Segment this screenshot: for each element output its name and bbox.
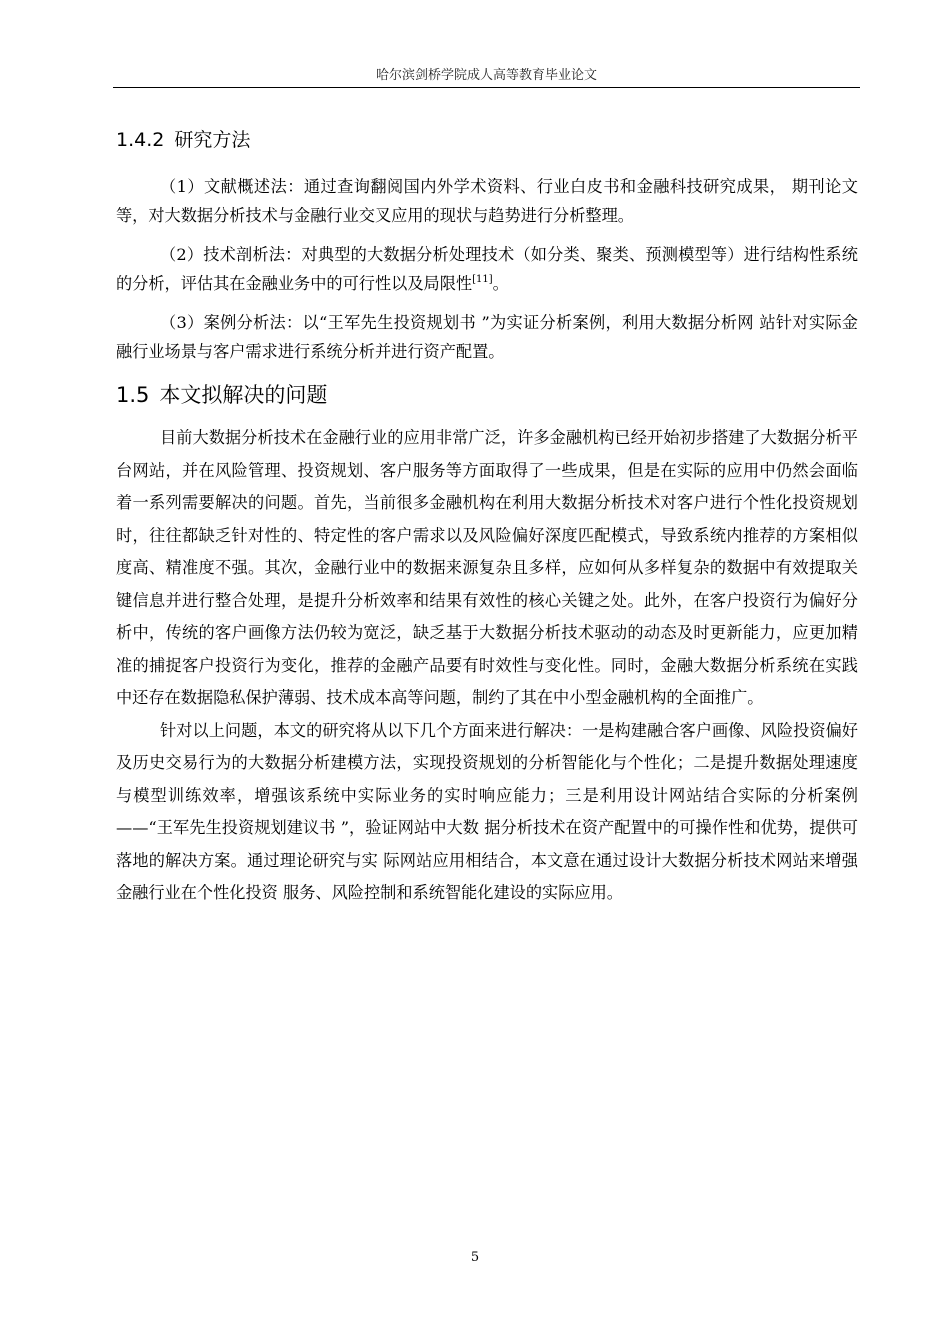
body-paragraph-2: 针对以上问题，本文的研究将从以下几个方面来进行解决：一是构建融合客户画像、风险投资偏好及历史交易行为的大数据分析建模方法，实现投资规划的分析智能化与个性化；二是提升数据处理速度与模型训练效率，增强该系统中实际业务的实时响应能力；三是利用设计网站结合实际的分析案例——“王军先生投资规划建议书 ”，验证网站中大数 据分析技术在资产配置中的可操作性和优势，提供可落地的解决方案。通过理论研究与实 际网站应用相结合，本文意在通过设计大数据分析技术网站来增强金融行业在个性化投资 服务、风险控制和系统智能化建设的实际应用。 xyxy=(116,720,858,902)
method-item-3: （3）案例分析法：以“王军先生投资规划书 ”为实证分析案例，利用大数据分析网 站针对实际金融行业场景与客户需求进行系统分析并进行资产配置。 xyxy=(116,313,858,361)
method-item-2 xyxy=(116,240,858,298)
section-number: 1.4.2 xyxy=(116,129,165,151)
method-item-1: （1）文献概述法：通过查询翻阅国内外学术资料、行业白皮书和金融科技研究成果， 期刊论文等，对大数据分析技术与金融行业交叉应用的现状与趋势进行分析整理。 xyxy=(116,177,858,225)
section-heading-1-5 xyxy=(116,378,858,412)
method-item-2-text: （2）技术剖析法：对典型的大数据分析处理技术（如分类、聚类、预测模型等）进行结构性系统的分析，评估其在金融业务中的可行性以及局限性 xyxy=(116,245,858,293)
method-item-2-tail: 。 xyxy=(492,274,509,293)
section-title: 本文拟解决的问题 xyxy=(159,383,328,407)
section-title: 研究方法 xyxy=(174,129,251,151)
section-number: 1.5 xyxy=(116,383,150,407)
body-paragraph-1: 目前大数据分析技术在金融行业的应用非常广泛，许多金融机构已经开始初步搭建了大数据分析平台网站，并在风险管理、投资规划、客户服务等方面取得了一些成果，但是在实际的应用中仍然会面临着一系列需要解决的问题。首先，当前很多金融机构在利用大数据分析技术对客户进行个性化投资规划时，往往都缺乏针对性的、特定性的客户需求以及风险偏好深度匹配模式，导致系统内推荐的方案相似度高、精准度不强。其次，金融行业中的数据来源复杂且多样，应如何从多样复杂的数据中有效提取关键信息并进行整合处理，是提升分析效率和结果有效性的核心关键之处。此外，在客户投资行为偏好分析中，传统的客户画像方法仍较为宽泛，缺乏基于大数据分析技术驱动的动态及时更新能力，应更加精准的捕捉客户投资行为变化，推荐的金融产品要有时效性与变化性。同时，金融大数据分析系统在实践中还存在数据隐私保护薄弱、技术成本高等问题，制约了其在中小型金融机构的全面推广。 xyxy=(116,428,858,707)
page-content xyxy=(116,124,858,910)
running-header: 哈尔滨剑桥学院成人高等教育毕业论文 xyxy=(375,68,597,83)
citation-ref: [11] xyxy=(472,274,493,285)
header-rule xyxy=(113,87,860,88)
page-number: 5 xyxy=(470,1250,480,1265)
section-heading-1-4-2 xyxy=(116,124,858,156)
